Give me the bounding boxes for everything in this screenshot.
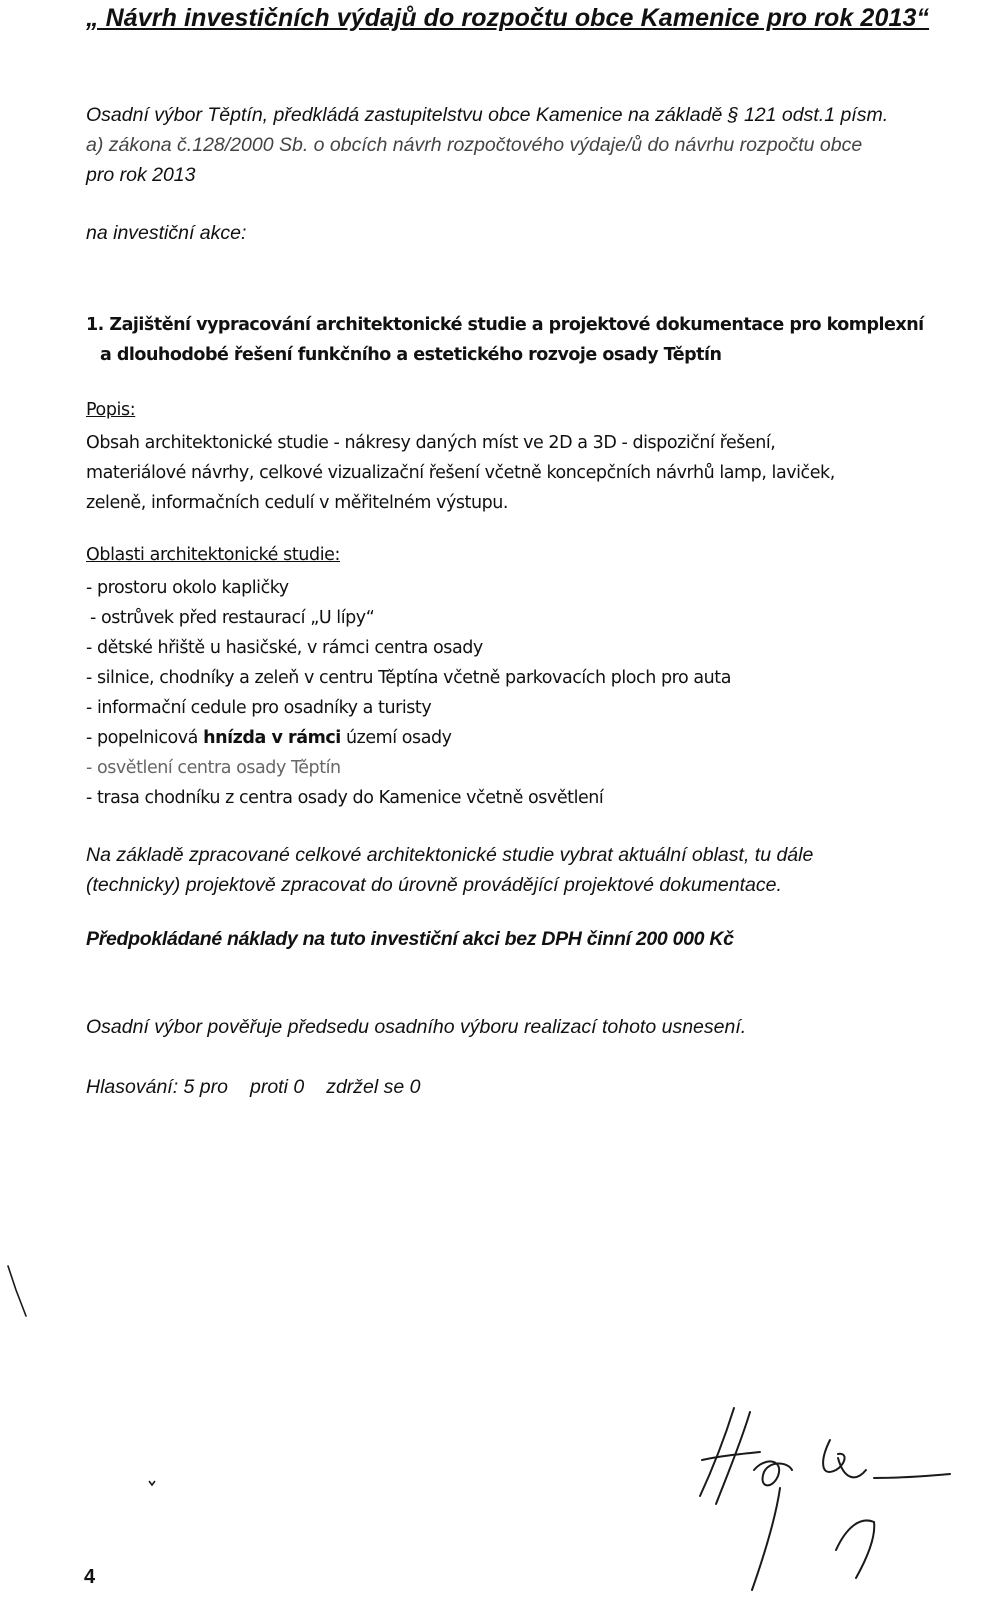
list-item: - silnice, chodníky a zeleň v centru Těptína včetně parkovacích ploch pro auta <box>86 668 731 688</box>
cost-statement: Předpokládané náklady na tuto investiční akci bez DPH činní 200 000 Kč <box>86 928 734 950</box>
document-title: „ Návrh investičních výdajů do rozpočtu obce Kamenice pro rok 2013“ <box>86 4 930 32</box>
intro-line: Osadní výbor Těptín, předkládá zastupitelstvu obce Kamenice na základě § 121 odst.1 písm. <box>86 104 889 126</box>
conclusion-line: Na základě zpracované celkové architektonické studie vybrat aktuální oblast, tu dále <box>86 844 814 866</box>
oblasti-list <box>86 573 996 813</box>
oblasti-label: Oblasti architektonické studie: <box>86 545 341 565</box>
vote-abstain: zdržel se 0 <box>326 1076 421 1098</box>
intro-paragraph <box>86 100 986 190</box>
conclusion-paragraph <box>86 840 996 900</box>
pen-stroke-mark <box>4 1262 34 1322</box>
list-item: - ostrůvek před restaurací „U lípy“ <box>90 608 375 628</box>
item-1-heading-line: 1. Zajištění vypracování architektonické studie a projektové dokumentace pro komplexní <box>86 315 924 335</box>
list-item <box>86 723 996 753</box>
handwritten-signature <box>660 1400 960 1600</box>
vote-against: proti 0 <box>250 1076 305 1098</box>
ink-dot-mark <box>147 1478 157 1488</box>
list-item: - trasa chodníku z centra osady do Kamenice včetně osvětlení <box>86 788 604 808</box>
popis-line: materiálové návrhy, celkové vizualizační řešení včetně koncepčních návrhů lamp, laviček, <box>86 463 835 483</box>
list-item: - prostoru okolo kapličky <box>86 578 289 598</box>
intro-line: a) zákona č.128/2000 Sb. o obcích návrh rozpočtového výdaje/ů do návrhu rozpočtu obce <box>86 134 863 156</box>
popis-line: Obsah architektonické studie - nákresy daných míst ve 2D a 3D - dispoziční řešení, <box>86 433 776 453</box>
item-1-heading <box>86 310 996 370</box>
popis-line: zeleně, informačních cedulí v měřitelném výstupu. <box>86 493 509 513</box>
conclusion-line: (technicky) projektově zpracovat do úrovně provádějící projektové dokumentace. <box>86 874 782 896</box>
item-1-heading-line: a dlouhodobé řešení funkčního a estetického rozvoje osady Těptín <box>100 345 722 365</box>
akce-label: na investiční akce: <box>86 222 247 244</box>
list-item-text: - popelnicová <box>86 728 204 748</box>
popis-label: Popis: <box>86 400 136 420</box>
vote-for: Hlasování: 5 pro <box>86 1076 228 1098</box>
list-item: - informační cedule pro osadníky a turisty <box>86 698 432 718</box>
popis-text <box>86 428 996 518</box>
list-item-text: území osady <box>340 728 452 748</box>
page-number: 4 <box>84 1566 96 1588</box>
mandate-statement: Osadní výbor pověřuje předsedu osadního výboru realizací tohoto usnesení. <box>86 1016 747 1038</box>
list-item: - osvětlení centra osady Těptín <box>86 758 341 778</box>
list-item-bold-text: hnízda v rámci <box>203 728 341 748</box>
list-item: - dětské hřiště u hasičské, v rámci centra osady <box>86 638 483 658</box>
intro-line: pro rok 2013 <box>86 164 196 186</box>
vote-result <box>86 1076 421 1099</box>
